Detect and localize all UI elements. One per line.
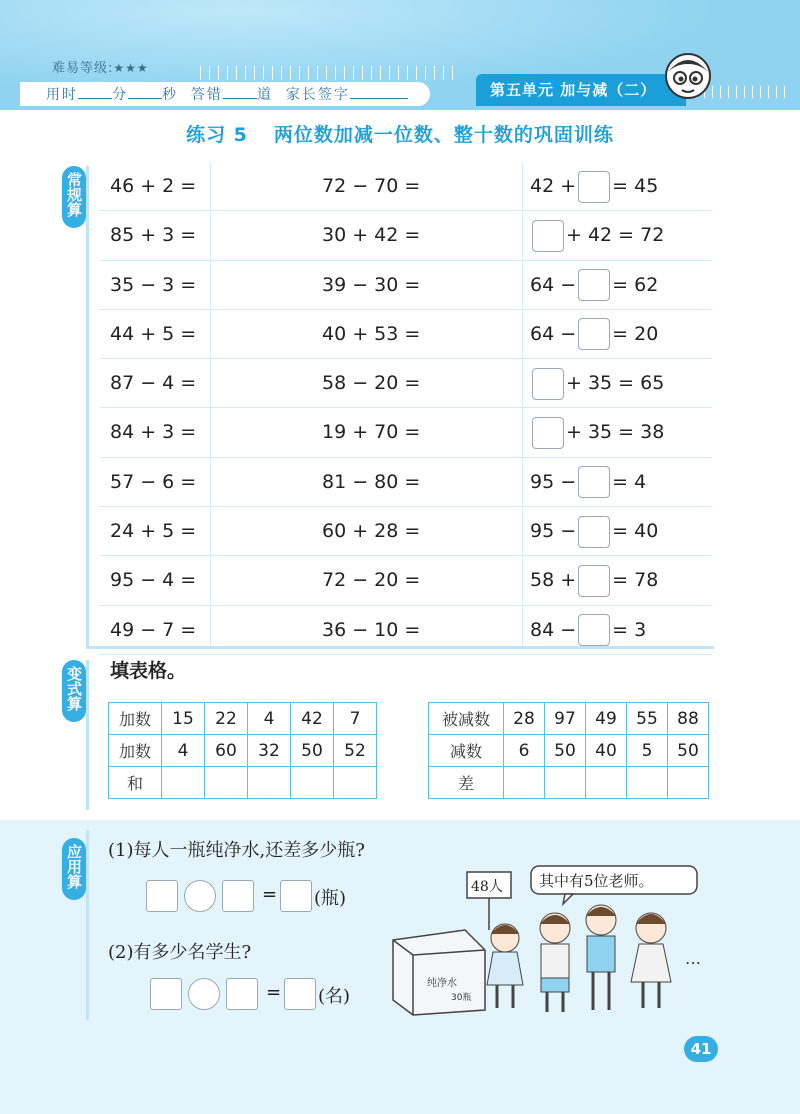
boy-figure	[586, 905, 616, 1010]
page-header	[0, 0, 800, 110]
water-box-count: 30瓶	[451, 993, 472, 1003]
table-cell: 15	[162, 703, 205, 735]
answer-box[interactable]	[578, 516, 610, 548]
problem-column-1: 85 + 3 =	[110, 224, 197, 247]
difficulty-label: 难易等级:	[52, 61, 114, 76]
table-row	[100, 408, 712, 457]
table-cell: 28	[504, 703, 545, 735]
table-cell: 4	[248, 703, 291, 735]
calculation-grid	[100, 162, 712, 655]
ruler-decoration	[200, 66, 460, 80]
section-tab-regular	[62, 166, 86, 228]
answer-box[interactable]	[280, 880, 312, 912]
exercise-number: 练习 5	[186, 124, 248, 146]
row-label: 减数	[429, 735, 504, 767]
equals-sign: =	[266, 982, 282, 1003]
table-cell: 32	[248, 735, 291, 767]
section-bottom-border	[86, 646, 714, 649]
problem-prefix: 64 −	[530, 322, 577, 345]
problem-prefix: 58 +	[530, 569, 577, 592]
table-cell: 97	[545, 703, 586, 735]
answer-cell[interactable]	[162, 767, 205, 799]
answer-box[interactable]	[150, 978, 182, 1010]
problem-column-2: 72 − 20 =	[322, 569, 421, 592]
second-blank[interactable]	[128, 86, 162, 99]
wrong-blank[interactable]	[223, 86, 257, 99]
question-2: (2)有多少名学生?	[108, 942, 252, 963]
fill-table-instruction: 填表格。	[110, 660, 187, 682]
wrong-label: 答错	[190, 87, 223, 103]
problem-column-1: 57 − 6 =	[110, 470, 197, 493]
question-1: (1)每人一瓶纯净水,还差多少瓶?	[108, 840, 365, 861]
table-cell: 50	[668, 735, 709, 767]
equation-row-2	[150, 978, 390, 1014]
table-cell: 22	[205, 703, 248, 735]
table-row	[109, 703, 377, 735]
problem-column-2: 19 + 70 =	[322, 421, 421, 444]
problem-column-2: 60 + 28 =	[322, 520, 421, 543]
problem-column-1: 44 + 5 =	[110, 322, 197, 345]
table-cell: 60	[205, 735, 248, 767]
problem-column-1: 84 + 3 =	[110, 421, 197, 444]
answer-box[interactable]	[284, 978, 316, 1010]
problem-suffix: = 45	[612, 175, 659, 197]
problem-prefix: 95 −	[530, 520, 577, 543]
answer-box[interactable]	[532, 220, 564, 252]
answer-box[interactable]	[578, 318, 610, 350]
table-cell: 88	[668, 703, 709, 735]
problem-column-3	[530, 458, 646, 506]
equation-row-1	[146, 880, 386, 916]
table-cell: 50	[291, 735, 334, 767]
problem-column-2: 81 − 80 =	[322, 470, 421, 493]
answer-cell[interactable]	[627, 767, 668, 799]
question-label: 道	[256, 87, 273, 103]
problem-suffix: = 62	[612, 273, 659, 296]
problem-suffix: = 4	[612, 470, 647, 493]
subtraction-table	[428, 702, 709, 799]
answer-cell[interactable]	[504, 767, 545, 799]
problem-column-3	[530, 359, 664, 407]
table-row	[100, 261, 712, 310]
problem-column-1: 87 − 4 =	[110, 372, 197, 395]
problem-column-1: 24 + 5 =	[110, 520, 197, 543]
problem-prefix: 95 −	[530, 470, 577, 493]
answer-box[interactable]	[532, 417, 564, 449]
unit-title: 第五单元 加与减（二）	[490, 81, 657, 99]
table-row	[100, 211, 712, 260]
table-row	[100, 162, 712, 211]
table-row	[100, 556, 712, 605]
section-tab-applied	[62, 838, 86, 900]
table-cell: 52	[334, 735, 377, 767]
operator-circle[interactable]	[184, 880, 216, 912]
difficulty-stars: ★★★	[113, 61, 149, 75]
table-cell: 55	[627, 703, 668, 735]
ellipsis: …	[685, 949, 701, 968]
unit-bottles: (瓶)	[314, 888, 347, 909]
answer-box[interactable]	[226, 978, 258, 1010]
problem-suffix: = 40	[612, 520, 659, 543]
problem-suffix: = 3	[612, 618, 647, 641]
answer-cell[interactable]	[545, 767, 586, 799]
answer-box[interactable]	[578, 171, 610, 203]
problem-column-2: 36 − 10 =	[322, 618, 421, 641]
exercise-topic: 两位数加减一位数、整十数的巩固训练	[273, 124, 614, 146]
table-row	[109, 767, 377, 799]
time-label: 用时	[46, 87, 78, 103]
speech-text: 其中有5位老师。	[539, 872, 654, 890]
parent-sign-label: 家长签字	[285, 87, 350, 103]
problem-column-3	[530, 408, 664, 456]
problem-suffix: = 78	[612, 569, 659, 592]
answer-cell[interactable]	[291, 767, 334, 799]
problem-column-3	[530, 162, 658, 210]
row-label: 差	[429, 767, 504, 799]
girl-figure	[487, 924, 523, 1008]
table-cell: 42	[291, 703, 334, 735]
table-cell: 5	[627, 735, 668, 767]
answer-cell[interactable]	[668, 767, 709, 799]
problem-prefix: 64 −	[530, 273, 577, 296]
table-row	[109, 735, 377, 767]
problem-column-2: 40 + 53 =	[322, 322, 421, 345]
problem-suffix: + 42 = 72	[566, 224, 665, 247]
table-row	[100, 458, 712, 507]
water-box-label: 纯净水	[427, 978, 457, 989]
answer-box[interactable]	[578, 466, 610, 498]
table-row	[100, 507, 712, 556]
table-cell: 40	[586, 735, 627, 767]
row-label: 加数	[109, 735, 162, 767]
problem-column-1: 46 + 2 =	[110, 175, 197, 197]
table-row	[100, 310, 712, 359]
exercise-title	[0, 120, 800, 147]
minute-label: 分	[112, 87, 128, 103]
answer-box[interactable]	[146, 880, 178, 912]
problem-prefix: 42 +	[530, 175, 577, 197]
table-row	[429, 767, 709, 799]
problem-column-1: 95 − 4 =	[110, 569, 197, 592]
problem-column-3	[530, 261, 658, 309]
difficulty-rating	[52, 57, 149, 76]
section-divider-applied	[86, 830, 89, 1020]
speech-bubble-tail	[563, 894, 573, 904]
problem-column-3	[530, 211, 664, 259]
problem-column-2: 39 − 30 =	[322, 273, 421, 296]
section-divider-regular	[86, 166, 89, 648]
problem-column-3	[530, 507, 658, 555]
problem-suffix: + 35 = 65	[566, 372, 665, 395]
table-row	[429, 735, 709, 767]
answer-box[interactable]	[222, 880, 254, 912]
parent-sign-blank[interactable]	[350, 86, 408, 99]
section-label-regular: 常规算	[65, 172, 83, 217]
table-cell: 49	[586, 703, 627, 735]
table-row	[429, 703, 709, 735]
mascot-icon	[660, 46, 716, 102]
problem-column-3	[530, 556, 658, 604]
section-label-applied: 应用算	[65, 844, 83, 889]
table-cell: 4	[162, 735, 205, 767]
problem-prefix: 84 −	[530, 618, 577, 641]
minute-blank[interactable]	[78, 86, 112, 99]
answer-cell[interactable]	[586, 767, 627, 799]
answer-box[interactable]	[578, 614, 610, 646]
answer-box[interactable]	[578, 269, 610, 301]
problem-column-2: 72 − 70 =	[322, 175, 421, 197]
problem-column-1: 49 − 7 =	[110, 618, 197, 641]
page-number: 41	[684, 1036, 718, 1062]
row-label: 加数	[109, 703, 162, 735]
sign-text: 48人	[471, 879, 503, 895]
record-fields	[46, 84, 408, 104]
problem-column-2: 30 + 42 =	[322, 224, 421, 247]
row-label: 和	[109, 767, 162, 799]
section-divider-variant	[86, 660, 89, 810]
equals-sign: =	[262, 884, 278, 905]
answer-box[interactable]	[578, 565, 610, 597]
problem-suffix: + 35 = 38	[566, 421, 665, 444]
unit-people: (名)	[318, 986, 351, 1007]
answer-box[interactable]	[532, 368, 564, 400]
answer-cell[interactable]	[205, 767, 248, 799]
section-tab-variant	[62, 660, 86, 722]
problem-column-2: 58 − 20 =	[322, 372, 421, 395]
addition-table	[108, 702, 377, 799]
row-label: 被减数	[429, 703, 504, 735]
problem-column-1: 35 − 3 =	[110, 273, 197, 296]
second-label: 秒	[162, 87, 178, 103]
students-illustration	[385, 860, 715, 1020]
table-cell: 7	[334, 703, 377, 735]
problem-column-3	[530, 310, 658, 358]
girl-figure	[631, 913, 671, 1008]
boy-figure	[540, 913, 570, 1012]
problem-suffix: = 20	[612, 322, 659, 345]
table-cell: 50	[545, 735, 586, 767]
answer-cell[interactable]	[248, 767, 291, 799]
table-row	[100, 359, 712, 408]
section-label-variant: 变式算	[65, 666, 83, 711]
table-cell: 6	[504, 735, 545, 767]
operator-circle[interactable]	[188, 978, 220, 1010]
answer-cell[interactable]	[334, 767, 377, 799]
